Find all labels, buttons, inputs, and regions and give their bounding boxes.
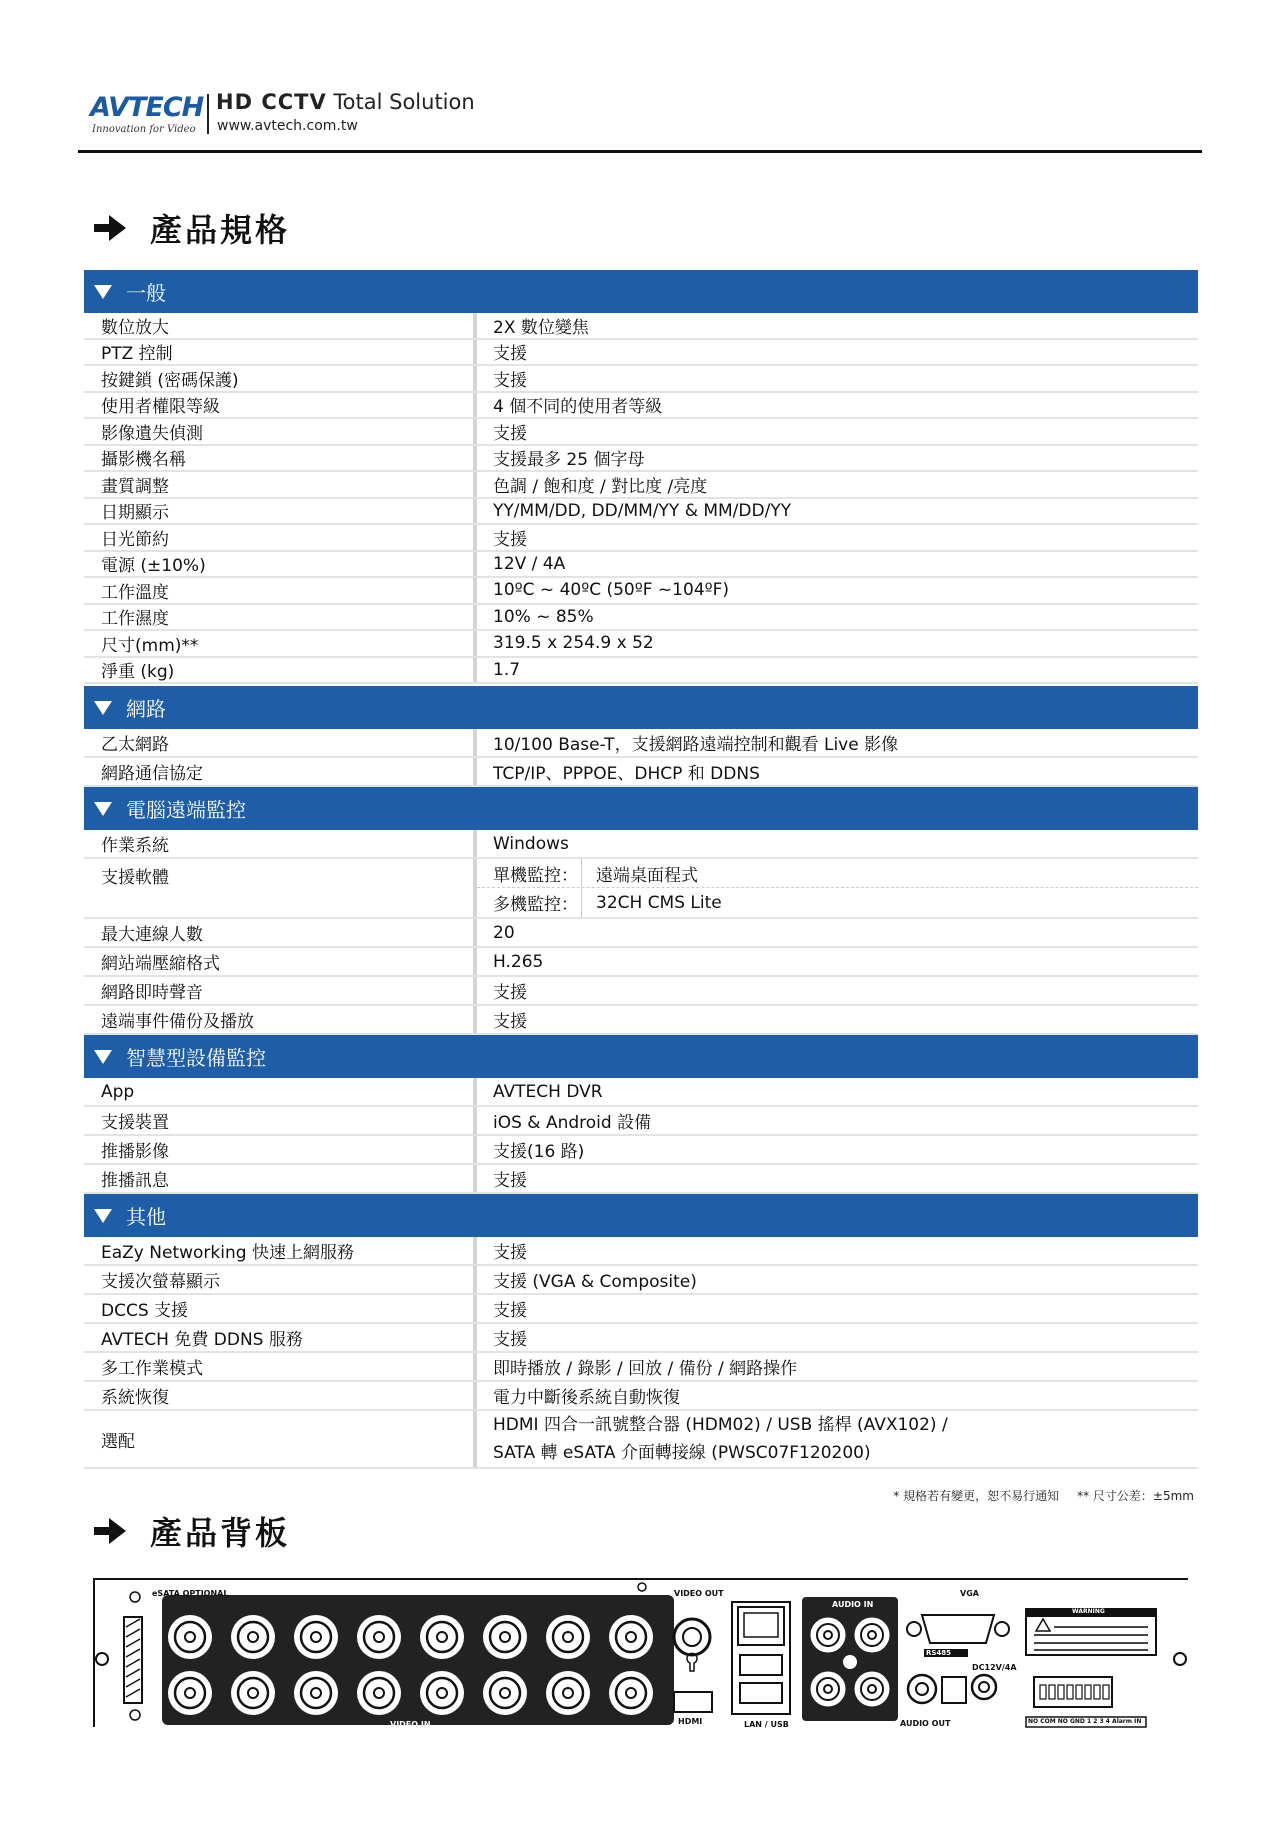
table-row (84, 948, 1198, 977)
smart-rows (84, 1078, 1198, 1194)
band-pc: 電腦遠端監控 (84, 787, 1198, 830)
dc-label: DC12V/4A (972, 1663, 1017, 1672)
row-value: 支援 (493, 983, 527, 1003)
row-value: 支援 (493, 344, 527, 365)
table-row (84, 758, 1198, 787)
table-row (84, 1006, 1198, 1035)
header-rule (78, 150, 1202, 153)
row-value: 2X 數位變焦 (493, 317, 589, 338)
table-row (84, 1165, 1198, 1194)
table-row (84, 499, 1198, 526)
row-value: 20 (493, 922, 515, 943)
triangle-down-icon (94, 802, 112, 816)
row-value: 319.5 x 254.9 x 52 (493, 633, 654, 654)
row-label: 支援裝置 (84, 1107, 477, 1134)
hdmi-label: HDMI (678, 1717, 703, 1726)
row-value: 支援 (493, 1012, 527, 1032)
table-row (84, 446, 1198, 473)
video-out-label: VIDEO OUT (674, 1589, 724, 1598)
spec-section-title: 產品規格 (92, 208, 290, 248)
row-value: 支援 (VGA & Composite) (493, 1272, 697, 1292)
table-row (84, 1136, 1198, 1165)
header-divider (207, 94, 209, 134)
row-label: 乙太網路 (84, 729, 477, 756)
table-row (84, 631, 1198, 658)
row-label: 網路通信協定 (84, 758, 477, 785)
row-label: 網站端壓縮格式 (84, 948, 477, 975)
footnotes: * 規格若有變更，恕不易行通知 ** 尺寸公差：±5mm (893, 1489, 1194, 1503)
row-value: 電力中斷後系統自動恢復 (493, 1388, 680, 1408)
row-label: 數位放大 (84, 313, 477, 338)
row-label: 遠端事件備份及播放 (84, 1006, 477, 1033)
general-rows (84, 313, 1198, 684)
row-label: 電源 (±10%) (84, 552, 477, 577)
table-row (84, 340, 1198, 367)
rear-section-title: 產品背板 (92, 1511, 290, 1551)
table-row (84, 1107, 1198, 1136)
row-value: 4 個不同的使用者等級 (493, 397, 663, 418)
row-value: 支援 (493, 423, 527, 444)
row-label: 工作溫度 (84, 578, 477, 603)
row-label: 系統恢復 (84, 1382, 477, 1409)
table-row (84, 919, 1198, 948)
table-row-optional: 選配 HDMI 四合一訊號整合器 (HDM02) / USB 搖桿 (AVX102) / SATA 轉 eSATA 介面轉接線 (PWSC07F120200) (84, 1411, 1198, 1469)
row-label: 日期顯示 (84, 499, 477, 524)
row-label: 網路即時聲音 (84, 977, 477, 1004)
table-row-software: 支援軟體 單機監控： 遠端桌面程式 多機監控： 32CH CMS Lite (84, 859, 1198, 919)
row-value: 10ºC ~ 40ºC (50ºF ~104ºF) (493, 580, 730, 601)
table-row (84, 552, 1198, 579)
table-row (84, 729, 1198, 758)
row-value: H.265 (493, 951, 544, 972)
rs485-label: RS485 (926, 1649, 952, 1657)
network-rows (84, 729, 1198, 787)
row-value: 支援 (493, 529, 527, 550)
triangle-down-icon (94, 285, 112, 299)
vga-label: VGA (960, 1589, 979, 1598)
table-row (84, 1353, 1198, 1382)
row-value: 支援 (493, 370, 527, 391)
row-value: 支援 (493, 1330, 527, 1350)
video-in-label: VIDEO IN (390, 1720, 431, 1729)
band-network: 網路 (84, 686, 1198, 729)
warning-label: WARNING (1072, 1608, 1105, 1615)
table-row (84, 1324, 1198, 1353)
row-value: 支援(16 路) (493, 1142, 585, 1162)
row-value: 支援 (493, 1171, 527, 1191)
software-subtable: 單機監控： 遠端桌面程式 多機監控： 32CH CMS Lite (477, 859, 1198, 917)
rear-panel-diagram (92, 1567, 1190, 1735)
row-label: 支援次螢幕顯示 (84, 1266, 477, 1293)
brand-logo: AVTECH (90, 92, 204, 123)
row-label: 按鍵鎖 (密碼保護) (84, 366, 477, 391)
row-value: 10/100 Base-T，支援網路遠端控制和觀看 Live 影像 (493, 735, 899, 755)
row-label: 多工作業模式 (84, 1353, 477, 1380)
row-label: 推播訊息 (84, 1165, 477, 1192)
table-row: 作業系統 Windows (84, 830, 1198, 859)
row-value: AVTECH DVR (493, 1081, 603, 1102)
lan-usb-label: LAN / USB (744, 1720, 789, 1729)
table-row (84, 1266, 1198, 1295)
table-row (84, 977, 1198, 1006)
row-label: DCCS 支援 (84, 1295, 477, 1322)
header-url[interactable]: www.avtech.com.tw (217, 118, 358, 134)
row-label: 攝影機名稱 (84, 446, 477, 471)
triangle-down-icon (94, 1050, 112, 1064)
row-label: 影像遺失偵測 (84, 419, 477, 444)
other-rows (84, 1237, 1198, 1469)
audio-in-label: AUDIO IN (832, 1600, 874, 1609)
esata-label: eSATA OPTIONAL (152, 1589, 229, 1598)
row-value: 10% ~ 85% (493, 606, 594, 627)
brand-tagline: Innovation for Video (92, 124, 196, 135)
band-smart: 智慧型設備監控 (84, 1035, 1198, 1078)
arrow-right-icon (92, 213, 128, 243)
row-value: TCP/IP、PPPOE、DHCP 和 DDNS (493, 764, 760, 784)
table-row (84, 419, 1198, 446)
table-row (84, 366, 1198, 393)
row-value: 支援 (493, 1301, 527, 1321)
pc-rows (84, 830, 1198, 1035)
table-row (84, 472, 1198, 499)
row-label: AVTECH 免費 DDNS 服務 (84, 1324, 477, 1351)
row-label: 日光節約 (84, 525, 477, 550)
row-label: PTZ 控制 (84, 340, 477, 365)
table-row (84, 1295, 1198, 1324)
row-value: 支援最多 25 個字母 (493, 450, 645, 471)
row-label: 淨重 (kg) (84, 658, 477, 683)
row-value: 12V / 4A (493, 553, 566, 574)
audio-out-label: AUDIO OUT (900, 1719, 951, 1728)
row-label: 畫質調整 (84, 472, 477, 497)
row-label: 工作濕度 (84, 605, 477, 630)
row-value: 即時播放 / 錄影 / 回放 / 備份 / 網路操作 (493, 1359, 798, 1379)
row-label: 尺寸(mm)** (84, 631, 477, 656)
table-row (84, 578, 1198, 605)
row-value: 色調 / 飽和度 / 對比度 /亮度 (493, 476, 708, 497)
triangle-down-icon (94, 701, 112, 715)
table-row (84, 1237, 1198, 1266)
spec-table (84, 270, 1198, 1469)
band-general: 一般 (84, 270, 1198, 313)
table-row (84, 605, 1198, 632)
table-row (84, 525, 1198, 552)
row-value: 1.7 (493, 659, 521, 680)
header-title: HD CCTV Total Solution (216, 90, 475, 114)
page-header (90, 88, 510, 138)
row-label: EaZy Networking 快速上網服務 (84, 1237, 477, 1264)
row-label: 推播影像 (84, 1136, 477, 1163)
triangle-down-icon (94, 1209, 112, 1223)
alarm-in-label: NO COM NO GND 1 2 3 4 Alarm IN (1028, 1718, 1142, 1725)
table-row (84, 658, 1198, 685)
row-label: 使用者權限等級 (84, 393, 477, 418)
row-value: YY/MM/DD, DD/MM/YY & MM/DD/YY (493, 500, 792, 521)
table-row (84, 313, 1198, 340)
band-other: 其他 (84, 1194, 1198, 1237)
row-value: 支援 (493, 1243, 527, 1263)
row-value: iOS & Android 設備 (493, 1113, 652, 1133)
table-row (84, 1382, 1198, 1411)
table-row (84, 393, 1198, 420)
table-row (84, 1078, 1198, 1107)
row-label: App (84, 1078, 477, 1105)
arrow-right-icon (92, 1516, 128, 1546)
row-label: 最大連線人數 (84, 919, 477, 946)
